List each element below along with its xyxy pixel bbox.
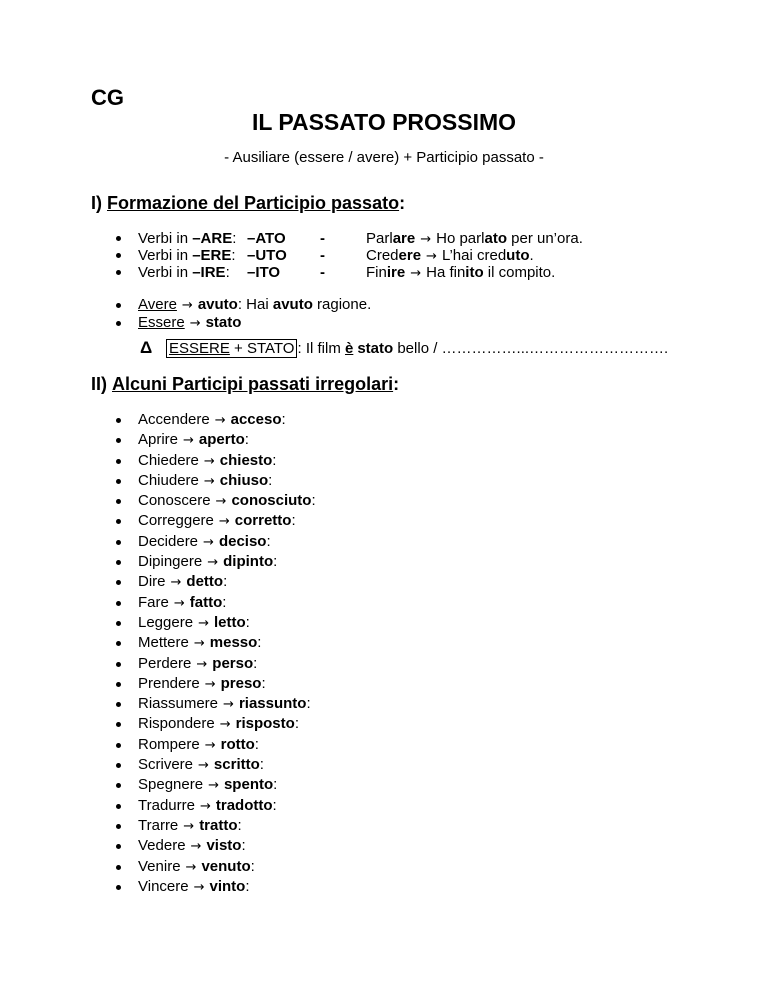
auxiliary-entry — [138, 314, 241, 333]
rule-example — [366, 264, 555, 282]
verb-item — [0, 491, 768, 511]
rule-label — [138, 264, 230, 281]
section-title: Formazione del Participio passato — [107, 193, 400, 213]
rule-row — [0, 230, 768, 247]
rule-row — [0, 264, 768, 281]
rule-ending: –IRE — [192, 264, 226, 281]
example-phrase: Ha fin — [426, 264, 466, 281]
auxiliary-example-rest: ragione. — [312, 296, 372, 313]
section-number: I) — [91, 193, 102, 213]
bullet-point — [116, 743, 121, 748]
participle: corretto — [234, 512, 292, 530]
infinitive: Correggere — [138, 512, 214, 530]
rule-dash: - — [320, 247, 325, 264]
verb-entry — [138, 430, 249, 451]
example-phrase: Ho parl — [436, 230, 485, 247]
bullet-point — [116, 763, 121, 768]
participle: scritto — [213, 756, 260, 774]
infinitive: Rompere — [138, 735, 200, 753]
arrow-symbol: → — [198, 758, 209, 774]
arrow-symbol: → — [203, 534, 214, 550]
arrow-symbol: → — [214, 413, 226, 428]
arrow-symbol: → — [190, 839, 202, 855]
verb-item — [0, 674, 768, 694]
auxiliary-verb: Essere — [138, 314, 185, 331]
page-subtitle: - Ausiliare (essere / avere) + Participio passato - — [224, 149, 544, 166]
participle: venuto — [201, 857, 251, 875]
formula-essere: ESSERE — [169, 340, 230, 357]
participle: spento — [223, 776, 274, 794]
participle: dipinto — [223, 553, 274, 571]
verb-item — [0, 714, 768, 734]
verb-entry — [138, 511, 296, 532]
auxiliary-example-participle: avuto — [272, 296, 313, 313]
arrow-symbol: → — [204, 737, 216, 753]
item-colon: : — [237, 816, 242, 834]
verb-entry — [138, 816, 242, 837]
arrow-symbol: → — [215, 494, 227, 510]
participle: preso — [220, 674, 262, 692]
rule-ending: –ERE — [192, 247, 232, 264]
item-colon: : — [291, 512, 296, 530]
bullet-point — [116, 804, 121, 809]
participle: risposto — [235, 715, 295, 733]
auxiliary-participle: stato — [205, 314, 242, 331]
item-colon: : — [272, 796, 277, 814]
arrow-symbol: → — [196, 656, 208, 672]
arrow-symbol: → — [193, 879, 205, 895]
rule-participle-ending: –UTO — [247, 247, 287, 264]
infinitive: Decidere — [138, 532, 199, 550]
arrow-symbol: → — [183, 433, 194, 449]
arrow-symbol: → — [204, 676, 216, 692]
infinitive: Perdere — [138, 654, 192, 672]
arrow-symbol: → — [219, 717, 231, 733]
rule-example — [366, 230, 583, 248]
infinitive: Scrivere — [138, 756, 194, 774]
infinitive: Chiedere — [138, 451, 199, 469]
note-intro: : Il film — [297, 340, 345, 357]
infinitive: Venire — [138, 857, 181, 875]
bullet-point — [116, 601, 121, 606]
verb-entry — [138, 633, 261, 654]
item-colon: : — [241, 837, 246, 855]
infinitive: Vincere — [138, 877, 189, 895]
participle: fatto — [189, 593, 223, 611]
page-title: IL PASSATO PROSSIMO — [251, 109, 517, 135]
verb-entry — [138, 735, 259, 756]
arrow-symbol: → — [207, 555, 219, 571]
participle: messo — [209, 634, 258, 652]
participle: deciso — [218, 532, 267, 550]
infinitive: Aprire — [138, 431, 179, 449]
verb-item — [0, 572, 768, 592]
item-colon: : — [268, 471, 273, 489]
bullet-point — [116, 702, 121, 707]
arrow-symbol: → — [183, 818, 195, 834]
item-colon: : — [250, 857, 255, 875]
participle: letto — [213, 613, 246, 631]
rule-participle-ending: –ITO — [247, 264, 281, 281]
participle: perso — [212, 654, 254, 672]
bullet-point — [116, 459, 121, 464]
item-colon: : — [273, 553, 278, 571]
participle: chiuso — [219, 471, 269, 489]
infinitive: Prendere — [138, 674, 200, 692]
verb-entry — [138, 836, 246, 857]
example-rest: . — [529, 247, 534, 264]
infinitive: Leggere — [138, 613, 194, 631]
example-rest: il compito. — [483, 264, 556, 281]
rule-ending: –ARE — [192, 230, 233, 247]
rule-colon: : — [231, 247, 236, 264]
example-verb-stem: Parl — [366, 230, 393, 247]
infinitive: Rispondere — [138, 715, 215, 733]
participle: visto — [206, 837, 242, 855]
example-verb-stem: Cred — [366, 247, 399, 264]
bullet-point — [116, 621, 121, 626]
arrow-symbol: → — [170, 575, 182, 591]
arrow-symbol: → — [208, 778, 219, 794]
arrow-symbol: → — [203, 453, 215, 469]
participle: vinto — [209, 877, 246, 895]
infinitive: Conoscere — [138, 492, 211, 510]
infinitive: Fare — [138, 593, 169, 611]
infinitive: Chiudere — [138, 471, 199, 489]
section-heading-irregolari — [91, 373, 399, 395]
infinitive: Accendere — [138, 411, 210, 428]
verb-entry — [138, 714, 299, 735]
arrow-symbol: → — [173, 595, 185, 611]
example-rest: per un’ora. — [506, 230, 583, 247]
bullet-point — [116, 662, 121, 667]
participle: tratto — [199, 816, 238, 834]
rule-prefix: Verbi in — [138, 230, 193, 247]
arrow-symbol: → — [203, 473, 215, 489]
rule-dash: - — [320, 264, 325, 281]
verb-entry — [138, 877, 250, 898]
bullet-point — [116, 270, 121, 275]
rule-label — [138, 247, 236, 264]
example-verb-ending: ere — [398, 247, 422, 264]
bullet-point — [116, 236, 121, 241]
irregular-participles-list — [0, 410, 768, 897]
participle: conosciuto — [231, 492, 312, 510]
participle: riassunto — [238, 695, 307, 713]
rule-participle-ending: –ATO — [247, 230, 286, 247]
verb-entry — [138, 654, 257, 675]
item-colon: : — [281, 411, 286, 428]
note-text — [166, 340, 668, 358]
item-colon: : — [245, 877, 250, 895]
item-colon: : — [244, 431, 249, 449]
example-participle-ending: ato — [484, 230, 507, 247]
verb-entry — [138, 775, 277, 796]
verb-item — [0, 410, 768, 430]
auxiliary-entry — [138, 296, 371, 315]
rule-prefix: Verbi in — [138, 264, 193, 281]
item-colon: : — [272, 451, 277, 469]
auxiliary-list — [0, 296, 768, 332]
formula-stato: STATO — [246, 340, 295, 357]
infinitive: Riassumere — [138, 695, 219, 713]
example-verb-stem: Fin — [366, 264, 387, 281]
verb-item — [0, 532, 768, 552]
rule-row — [0, 247, 768, 264]
auxiliary-participle: avuto — [197, 296, 238, 313]
verb-item — [0, 430, 768, 450]
item-colon: : — [259, 756, 264, 774]
bullet-point — [116, 580, 121, 585]
infinitive: Mettere — [138, 634, 189, 652]
verb-item — [0, 877, 768, 897]
section-heading-formazione — [91, 192, 405, 214]
rule-label — [138, 230, 236, 247]
note-participle: stato — [357, 340, 394, 357]
rule-colon: : — [225, 264, 230, 281]
bullet-point — [116, 418, 121, 423]
bullet-point — [116, 783, 121, 788]
item-colon: : — [223, 573, 228, 591]
verb-entry — [138, 532, 271, 553]
item-colon: : — [266, 532, 271, 550]
note-rest: bello / — [393, 340, 442, 357]
item-colon: : — [257, 634, 262, 652]
bullet-point — [116, 321, 121, 326]
item-colon: : — [222, 593, 227, 611]
participle: rotto — [220, 735, 255, 753]
item-colon: : — [294, 715, 299, 733]
arrow-symbol: → — [223, 697, 234, 713]
auxiliary-row-avere — [0, 296, 768, 314]
auxiliary-verb: Avere — [138, 296, 177, 313]
verb-item — [0, 451, 768, 471]
bullet-point — [116, 519, 121, 524]
auxiliary-row-essere — [0, 314, 768, 332]
verb-entry — [138, 755, 264, 776]
verb-entry — [138, 552, 277, 573]
item-colon: : — [306, 695, 311, 713]
example-participle-ending: uto — [506, 247, 530, 264]
infinitive: Vedere — [138, 837, 186, 855]
infinitive: Spegnere — [138, 776, 204, 794]
rule-prefix: Verbi in — [138, 247, 193, 264]
verb-item — [0, 694, 768, 714]
verb-item — [0, 816, 768, 836]
note-row — [0, 340, 768, 358]
participle: detto — [186, 573, 224, 591]
section-colon: : — [393, 374, 400, 394]
arrow-symbol: → — [181, 298, 193, 313]
verb-item — [0, 775, 768, 795]
verb-item — [0, 471, 768, 491]
infinitive: Dipingere — [138, 553, 203, 571]
arrow-symbol: → — [420, 232, 432, 247]
verb-item — [0, 511, 768, 531]
verb-entry — [138, 572, 227, 593]
formula-box — [166, 339, 297, 358]
item-colon: : — [245, 613, 250, 631]
document-code: CG — [91, 85, 124, 110]
item-colon: : — [311, 492, 316, 510]
bullet-point — [116, 824, 121, 829]
verb-item — [0, 633, 768, 653]
verb-item — [0, 735, 768, 755]
example-verb-ending: ire — [386, 264, 406, 281]
participle: tradotto — [215, 796, 273, 814]
arrow-symbol: → — [426, 249, 437, 264]
verb-item — [0, 857, 768, 877]
bullet-point — [116, 844, 121, 849]
section-colon: : — [399, 193, 406, 213]
verb-entry — [138, 593, 226, 614]
verb-item — [0, 755, 768, 775]
example-phrase: L’hai cred — [441, 247, 507, 264]
bullet-point — [116, 438, 121, 443]
participle: acceso — [230, 411, 282, 428]
verb-item — [0, 654, 768, 674]
section-number: II) — [91, 374, 107, 394]
infinitive: Dire — [138, 573, 166, 591]
bullet-point — [116, 479, 121, 484]
verb-entry — [138, 613, 250, 634]
auxiliary-example-start: : Hai — [237, 296, 273, 313]
item-colon: : — [261, 674, 266, 692]
arrow-symbol: → — [199, 798, 211, 814]
verb-item — [0, 836, 768, 856]
formula-plus: + — [229, 340, 247, 357]
verb-entry — [138, 674, 266, 695]
arrow-symbol: → — [410, 266, 422, 281]
bullet-point — [116, 499, 121, 504]
arrow-symbol: → — [218, 514, 230, 530]
rule-dash: - — [320, 230, 325, 247]
delta-warning-icon: Δ — [140, 338, 153, 357]
arrow-symbol: → — [185, 859, 197, 875]
answer-blank: ……………...………………………. — [441, 340, 669, 357]
verb-item — [0, 552, 768, 572]
bullet-point — [116, 641, 121, 646]
infinitive: Trarre — [138, 816, 179, 834]
participle: chiesto — [219, 451, 273, 469]
arrow-symbol: → — [189, 316, 201, 331]
rule-colon: : — [232, 230, 237, 247]
bullet-point — [116, 560, 121, 565]
verb-item — [0, 593, 768, 613]
arrow-symbol: → — [198, 615, 209, 631]
bullet-point — [116, 885, 121, 890]
bullet-point — [116, 540, 121, 545]
bullet-point — [116, 253, 121, 258]
verb-item — [0, 613, 768, 633]
arrow-symbol: → — [193, 636, 205, 652]
example-verb-ending: are — [392, 230, 416, 247]
bullet-point — [116, 303, 121, 308]
bullet-point — [116, 865, 121, 870]
item-colon: : — [273, 776, 278, 794]
item-colon: : — [254, 735, 259, 753]
bullet-point — [116, 722, 121, 727]
note-auxiliary: è — [344, 340, 354, 357]
bullet-point — [116, 682, 121, 687]
verb-entry — [138, 451, 276, 472]
rule-example — [366, 247, 534, 265]
verb-entry — [138, 694, 311, 715]
verb-entry — [138, 410, 286, 431]
formation-rules-list — [0, 230, 768, 281]
verb-item — [0, 796, 768, 816]
infinitive: Tradurre — [138, 796, 195, 814]
item-colon: : — [253, 654, 258, 672]
verb-entry — [138, 491, 316, 512]
verb-entry — [138, 857, 255, 878]
verb-entry — [138, 471, 272, 492]
section-title: Alcuni Participi passati irregolari — [112, 374, 394, 394]
participle: aperto — [198, 431, 245, 449]
verb-entry — [138, 796, 277, 817]
example-participle-ending: ito — [465, 264, 484, 281]
